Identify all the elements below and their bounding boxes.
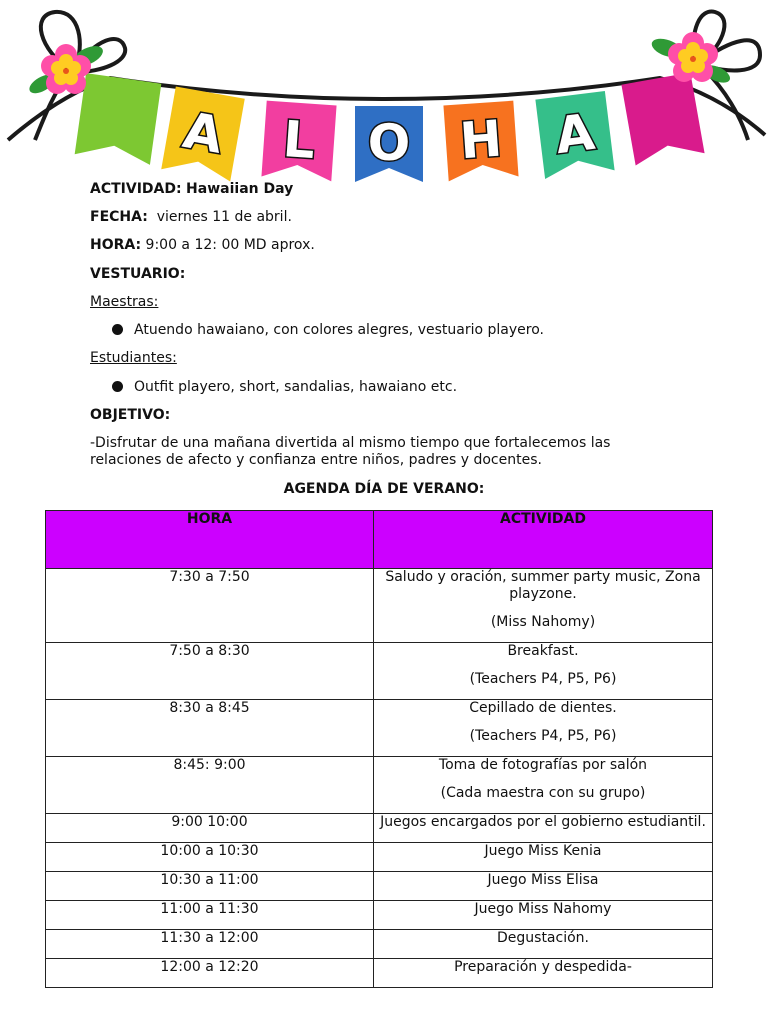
agenda-actividad-text: Juego Miss Nahomy — [474, 901, 612, 917]
agenda-title: AGENDA DÍA DE VERANO: — [283, 481, 485, 497]
agenda-hora-cell — [46, 901, 374, 930]
agenda-row — [46, 569, 713, 643]
estudiantes-bullet — [112, 379, 457, 396]
agenda-actividad-cell — [374, 872, 713, 901]
agenda-hora-cell — [46, 843, 374, 872]
agenda-row — [46, 757, 713, 814]
banner-flag — [75, 73, 162, 165]
banner-flag — [443, 101, 518, 182]
agenda-actividad-text: Breakfast. — [507, 643, 579, 659]
agenda-actividad-text: Juego Miss Elisa — [487, 872, 599, 888]
banner-flag — [161, 87, 245, 182]
estudiantes-item: Outfit playero, short, sandalias, hawaiano etc. — [134, 379, 458, 395]
agenda-hora-cell — [46, 700, 374, 757]
banner-flag — [261, 101, 336, 182]
agenda-hora: 7:30 a 7:50 — [169, 569, 250, 585]
agenda-row — [46, 700, 713, 757]
banner-flag — [535, 91, 614, 179]
agenda-actividad-cell — [374, 700, 713, 757]
actividad-label: ACTIVIDAD: — [90, 181, 182, 197]
agenda-actividad-cell — [374, 930, 713, 959]
agenda-row — [46, 930, 713, 959]
banner-letter: O — [367, 114, 411, 172]
fecha-value: viernes 11 de abril. — [156, 209, 292, 225]
agenda-actividad-text: Degustación. — [497, 930, 589, 946]
agenda-row — [46, 843, 713, 872]
agenda-actividad-text: Cepillado de dientes. — [469, 700, 617, 716]
agenda-row — [46, 814, 713, 843]
agenda-actividad-cell — [374, 959, 713, 988]
fecha-line — [90, 209, 292, 226]
agenda-actividad-text: (Teachers P4, P5, P6) — [469, 671, 617, 687]
agenda-hora-cell — [46, 757, 374, 814]
banner-letter: A — [179, 101, 228, 165]
agenda-table — [45, 510, 713, 988]
maestras-label: Maestras: — [90, 294, 159, 310]
objetivo-text-line1: -Disfrutar de una mañana divertida al mismo tiempo que fortalecemos las — [90, 435, 611, 451]
hora-label: HORA: — [90, 237, 142, 253]
agenda-hora-cell — [46, 930, 374, 959]
agenda-hora-cell — [46, 643, 374, 700]
agenda-hora: 11:00 a 11:30 — [160, 901, 259, 917]
agenda-hora-cell — [46, 569, 374, 643]
agenda-actividad-text: Juegos encargados por el gobierno estudiantil. — [380, 814, 706, 830]
bullet-icon — [112, 381, 123, 392]
agenda-hora-cell — [46, 814, 374, 843]
fecha-label: FECHA: — [90, 209, 148, 225]
objetivo-text-line2: relaciones de afecto y confianza entre niños, padres y docentes. — [90, 452, 542, 468]
aloha-banner — [0, 0, 768, 190]
agenda-row — [46, 901, 713, 930]
banner-flag — [355, 106, 423, 182]
agenda-hora: 11:30 a 12:00 — [160, 930, 259, 946]
agenda-actividad-cell — [374, 643, 713, 700]
agenda-hora: 8:30 a 8:45 — [169, 700, 250, 716]
agenda-hora-cell — [46, 872, 374, 901]
actividad-value: Hawaiian Day — [186, 181, 294, 197]
agenda-actividad-cell — [374, 901, 713, 930]
agenda-actividad-cell — [374, 569, 713, 643]
agenda-row — [46, 643, 713, 700]
agenda-actividad-text: (Miss Nahomy) — [490, 614, 596, 630]
hora-line — [90, 237, 315, 254]
agenda-actividad-text: (Cada maestra con su grupo) — [440, 785, 646, 801]
agenda-hora: 8:45: 9:00 — [173, 757, 246, 773]
agenda-actividad-text: Saludo y oración, summer party music, Zona playzone. — [385, 569, 701, 602]
agenda-hora: 7:50 a 8:30 — [169, 643, 250, 659]
agenda-actividad-text: (Teachers P4, P5, P6) — [469, 728, 617, 744]
column-header-actividad: ACTIVIDAD — [374, 511, 713, 569]
bullet-icon — [112, 324, 123, 335]
agenda-hora: 10:30 a 11:00 — [160, 872, 259, 888]
agenda-actividad-cell — [374, 843, 713, 872]
column-header-hora: HORA — [46, 511, 374, 569]
agenda-actividad-cell — [374, 757, 713, 814]
agenda-actividad-text: Toma de fotografías por salón — [438, 757, 648, 773]
estudiantes-label: Estudiantes: — [90, 350, 177, 366]
agenda-hora-cell — [46, 959, 374, 988]
agenda-header-row — [46, 511, 713, 569]
agenda-actividad-text: Juego Miss Kenia — [484, 843, 602, 859]
agenda-row — [46, 959, 713, 988]
agenda-hora: 10:00 a 10:30 — [160, 843, 259, 859]
maestras-item: Atuendo hawaiano, con colores alegres, vestuario playero. — [134, 322, 544, 338]
agenda-actividad-cell — [374, 814, 713, 843]
banner-letter: A — [552, 102, 598, 166]
hora-value: 9:00 a 12: 00 MD aprox. — [145, 237, 315, 253]
agenda-actividad-text: Preparación y despedida- — [454, 959, 632, 975]
maestras-bullet — [112, 322, 544, 339]
vestuario-heading: VESTUARIO: — [90, 266, 186, 282]
actividad-line — [90, 181, 293, 198]
agenda-hora: 9:00 10:00 — [171, 814, 248, 830]
objetivo-heading: OBJETIVO: — [90, 407, 171, 423]
agenda-hora: 12:00 a 12:20 — [160, 959, 259, 975]
banner-flag — [621, 73, 704, 166]
agenda-row — [46, 872, 713, 901]
banner-letter: H — [458, 109, 504, 171]
banner-letter: L — [281, 109, 317, 171]
